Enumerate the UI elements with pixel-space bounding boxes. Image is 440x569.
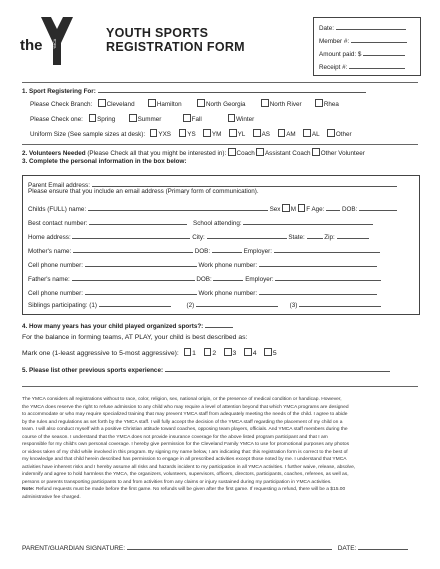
checkbox[interactable] [179,129,187,137]
age-input[interactable] [326,204,340,211]
waiver-line: team. I will also conduct myself with a positive Christian attitude toward coaches, opposing team players, officials. And YMCA staff members during the [22,427,348,432]
sex-male-label: M [290,206,296,213]
waiver-line: administrative fee charged. [22,494,81,500]
size-option-other[interactable] [327,131,351,138]
father-work-input[interactable] [259,288,377,295]
volunteer-row [22,148,365,158]
waiver-text [22,396,418,501]
branch-option-north-georgia[interactable] [197,101,245,108]
father-employer-input[interactable] [275,274,381,281]
checkbox[interactable] [98,99,106,107]
years-played-row [22,321,233,331]
sibling-1-input[interactable] [99,300,171,307]
office-member-label: Member #: [319,38,350,45]
season-label: Please Check one: [30,116,83,123]
option-label: Fall [191,116,202,123]
sex-label: Sex [269,206,281,213]
father-row [28,274,381,284]
checkbox[interactable] [224,348,232,356]
waiver-line: the YMCA does reserve the right to refuse admission to any child who may require a level of attention beyond that which YMCA programs are designed [22,404,349,410]
option-label: Cleveland [106,101,135,108]
mother-work-input[interactable] [259,260,377,267]
mother-phone-row [28,260,377,270]
season-option-fall[interactable] [183,116,202,123]
checkbox[interactable] [148,99,156,107]
siblings-label: Siblings participating: [28,302,88,309]
contact-school-row [28,218,373,228]
waiver-line: activities have inherent risks and I hereby assume all risks and hazards incident to my participation in all YMCA activities. I further waive, release, absolve, [22,464,356,470]
dob-label: DOB: [341,206,358,213]
office-use-box [313,17,421,76]
checkbox[interactable] [261,99,269,107]
size-option-ys[interactable] [179,131,196,138]
checkbox[interactable] [197,99,205,107]
sex-female-label: F [306,206,311,213]
email-note: Please ensure that you include an email address (Primary form of communication). [28,188,259,195]
mother-row [28,246,380,256]
branch-row [30,99,345,109]
checkbox[interactable] [244,348,252,356]
branch-option-north-river[interactable] [261,101,301,108]
checkbox[interactable] [183,114,191,122]
mother-dob-input[interactable] [212,246,242,253]
checkbox[interactable] [228,114,236,122]
signature-row [22,543,408,553]
aggression-row [22,348,283,358]
volunteer-option-other[interactable] [312,150,365,157]
child-name-row [28,204,397,214]
aggression-option-5[interactable] [264,350,276,357]
waiver-line: by the rules and regulations as set forth by the YMCA staff. I will fully accept the decision of the YMCA staff regarding the placement of my child on a [22,419,343,425]
size-option-ym[interactable] [203,131,221,138]
fathers-name-label: Father's name: [28,276,70,283]
checkbox[interactable] [228,148,236,156]
best-contact-input[interactable] [89,218,187,225]
uniform-label: Uniform Size (See sample sizes at desk): [30,131,146,138]
sibling-3-input[interactable] [299,300,381,307]
dob-input[interactable] [359,204,397,211]
mother-employer-label: Employer: [243,248,272,255]
option-label: Other [335,131,352,138]
size-option-am[interactable] [278,131,296,138]
title-line-2: REGISTRATION FORM [106,40,245,54]
waiver-line: responsible for my child's own personal coverage. I hereby give permission for the Cleveland Family YMCA to use for promotional purposes any photos [22,442,350,447]
option-label: Coach [236,150,255,157]
checkbox[interactable] [229,129,237,137]
mother-cell-input[interactable] [85,260,197,267]
aggression-option-4[interactable] [244,350,256,357]
season-option-summer[interactable] [129,116,161,123]
father-dob-input[interactable] [213,274,243,281]
sex-male-checkbox[interactable] [282,204,290,212]
sports-experience-row [22,365,390,375]
refund-note-line [22,486,418,494]
option-label: Rhea [323,101,339,108]
school-input[interactable] [243,218,373,225]
option-label: 5 [272,350,277,357]
father-cell-label: Cell phone number: [28,290,83,297]
home-address-input[interactable] [72,232,190,239]
section-1-title: 1. Sport Registering For: [22,88,96,95]
office-amount-label: Amount paid: $ [319,51,362,58]
ymca-logo [16,12,74,64]
checkbox[interactable] [278,129,286,137]
waiver-line: course of the season. I understand that the YMCA does not provide insurance coverage for the above listed program participant and that I am [22,434,328,440]
waiver-line: indemnify and agree to hold harmless the YMCA, the organizers, volunteers, supervisors, officers, directors, participants, coaches, referees, as well as, [22,472,349,477]
state-label: State: [288,234,305,241]
mother-work-label: Work phone number: [198,262,258,269]
sibling-2-input[interactable] [196,300,278,307]
waiver-line: my knowledge and that child herein described has permission to engage in all prescribed activities except those noted by me. I understand that YMCA [22,457,347,462]
father-work-label: Work phone number: [198,290,258,297]
father-dob-label: DOB: [196,276,212,283]
option-label: 1 [192,350,196,357]
mothers-name-label: Mother's name: [28,248,72,255]
option-label: North River [269,101,302,108]
checkbox[interactable] [315,99,323,107]
mother-cell-label: Cell phone number: [28,262,83,269]
waiver-line: to accommodate or who may require specialized training that may prevent YMCA staff from adequately meeting the needs of the child. I agree to abide [22,412,348,417]
waiver-line: The YMCA considers all registrations without to race, color, religion, sex, national origin, or the presence of medical condition or handicap. However, [22,397,342,402]
option-label: AL [311,131,320,138]
waiver-line: or videos taken of my child while involved in this program. By signing my name below, I am indicating that: this registration form is correct to the best of [22,449,348,455]
volunteer-option-coach[interactable] [228,150,255,157]
volunteer-option-assistant-coach[interactable] [256,150,310,157]
branch-label: Please Check Branch: [30,101,93,108]
home-address-label: Home address: [28,234,71,241]
branch-option-hamilton[interactable] [148,101,181,108]
branch-option-rhea[interactable] [315,101,339,108]
checkbox[interactable] [256,148,264,156]
checkbox[interactable] [264,348,272,356]
volunteer-instructions: (Please Check all that you might be interested in): [87,150,227,157]
option-label: Summer [137,116,162,123]
form-title [106,26,245,54]
personal-info-box [22,175,420,315]
section-1-top-rule [22,82,418,83]
father-cell-input[interactable] [85,288,197,295]
age-label: Age: [311,206,325,213]
aggression-option-3[interactable] [224,350,236,357]
aggression-option-2[interactable] [204,350,216,357]
zip-label: Zip: [324,234,335,241]
option-label: AM [286,131,296,138]
option-label: 3 [232,350,237,357]
logo-ymca-text: YMCA [53,38,57,49]
mother-dob-label: DOB: [194,248,211,255]
size-option-al[interactable] [303,131,319,138]
address-row [28,232,369,242]
sports-experience-line-2[interactable] [22,386,418,387]
option-label: YS [187,131,196,138]
signature-label: PARENT/GUARDIAN SIGNATURE: [22,545,126,552]
father-phone-row [28,288,377,298]
size-option-yxs[interactable] [150,131,171,138]
sibling-3-label: (3) [289,302,298,309]
sex-female-checkbox[interactable] [298,204,306,212]
checkbox[interactable] [129,114,137,122]
state-input[interactable] [307,232,323,239]
parent-email-label: Parent Email address: [28,182,90,189]
size-option-as[interactable] [253,131,270,138]
city-input[interactable] [207,232,287,239]
checkbox[interactable] [150,129,158,137]
sports-experience-input[interactable] [165,365,390,372]
option-label: Assistant Coach [264,150,311,157]
waiver-line: Refund requests must be made before the first game. No refunds will be given after the first game. If requesting a refund, there will be a $15.00 [34,487,346,492]
option-label: YXS [158,131,171,138]
sibling-1-label: (1) [89,302,97,309]
signature-date-label: DATE: [337,545,357,552]
checkbox[interactable] [312,148,320,156]
siblings-row [28,300,381,310]
option-label: 2 [212,350,217,357]
option-label: North Georgia [205,101,246,108]
zip-input[interactable] [337,232,369,239]
balance-text: For the balance in forming teams, AT PLAY, your child is best described as: [22,334,248,341]
checkbox[interactable] [204,348,212,356]
section-2-title: 2. Volunteers Needed [22,150,86,157]
option-label: Hamilton [156,101,182,108]
checkbox[interactable] [203,129,211,137]
option-label: YL [237,131,246,138]
checkbox[interactable] [303,129,311,137]
branch-option-cleveland[interactable] [98,101,135,108]
logo-the-text: the [20,37,43,54]
office-receipt-field[interactable] [319,62,405,72]
office-date-field[interactable] [319,23,406,33]
option-label: 4 [252,350,257,357]
child-name-input[interactable] [88,204,268,211]
option-label: YM [211,131,222,138]
fathers-name-input[interactable] [72,274,195,281]
checkbox[interactable] [253,129,261,137]
season-option-winter[interactable] [228,116,255,123]
checkbox[interactable] [184,348,192,356]
signature-input[interactable] [127,543,332,550]
signature-date-input[interactable] [358,543,408,550]
season-option-spring[interactable] [89,116,116,123]
mothers-name-input[interactable] [73,246,193,253]
years-played-input[interactable] [205,321,233,328]
section-3-title: 3. Complete the personal information in the box below: [22,158,187,165]
section-2-top-rule [22,144,418,145]
title-line-1: YOUTH SPORTS [106,26,209,40]
waiver-line: persons or parents transporting participants to and from activities from any claims or injury sustained during my participation in YMCA activities. [22,479,332,485]
option-label: Winter [236,116,255,123]
section-1-heading [22,86,366,96]
option-label: Spring [97,116,116,123]
best-contact-label: Best contact number: [28,220,88,227]
city-label: City: [192,234,205,241]
office-date-label: Date: [319,25,335,32]
aggression-label: Mark one (1-least aggressive to 5-most aggressive): [22,350,179,357]
father-employer-label: Employer: [245,276,274,283]
office-receipt-label: Receipt #: [319,64,348,71]
option-label: Other Volunteer [320,150,365,157]
section-4-title: 4. How many years has your child played organized sports?: [22,323,204,330]
size-option-yl[interactable] [229,131,245,138]
sibling-2-label: (2) [186,302,195,309]
season-row [30,114,260,124]
option-label: AS [261,131,270,138]
child-name-label: Childs (FULL) name: [28,206,87,213]
note-label: Note: [22,487,35,492]
aggression-option-1[interactable] [184,350,196,357]
school-label: School attending: [193,220,242,227]
section-5-title: 5. Please list other previous sports experience: [22,367,164,374]
office-member-field[interactable] [319,36,407,46]
office-amount-field[interactable] [319,49,405,59]
checkbox[interactable] [89,114,97,122]
mother-employer-input[interactable] [274,246,380,253]
ymca-y-mark [41,17,73,65]
checkbox[interactable] [327,129,335,137]
uniform-row [30,129,358,139]
